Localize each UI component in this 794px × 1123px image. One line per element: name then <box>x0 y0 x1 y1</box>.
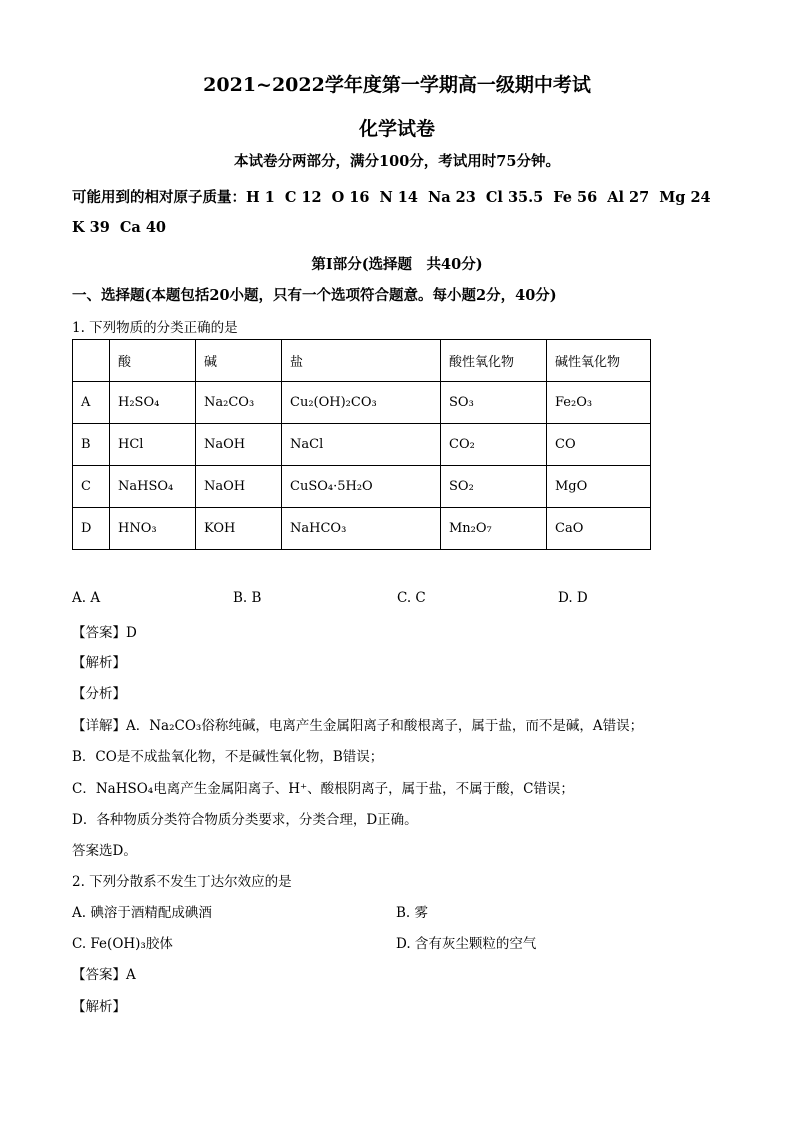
table-header-cell: 盐 <box>282 340 441 382</box>
table-header-cell: 碱性氧化物 <box>547 340 651 382</box>
mass-item: Cl 35.5 <box>485 189 544 206</box>
table-cell: A <box>73 382 110 424</box>
table-cell: CaO <box>547 508 651 550</box>
table-cell: C <box>73 466 110 508</box>
exam-info: 本试卷分两部分，满分100分，考试用时75分钟。 <box>234 153 560 170</box>
table-cell: CO₂ <box>441 424 547 466</box>
classification-table <box>72 339 651 550</box>
table-cell: CO <box>547 424 651 466</box>
table-cell: MgO <box>547 466 651 508</box>
table-cell: Na₂CO₃ <box>196 382 282 424</box>
section-heading: 一、选择题(本题包括20小题，只有一个选项符合题意。每小题2分，40分) <box>72 287 557 304</box>
mass-item: Ca 40 <box>119 219 167 236</box>
q2-option-b: B. 雾 <box>396 905 429 921</box>
mass-item: Al 27 <box>607 189 650 206</box>
q2-analysis-label: 【解析】 <box>72 999 126 1015</box>
q1-answer <box>72 621 137 641</box>
mass-item: N 14 <box>379 189 418 206</box>
q1-explanation-line: D．各种物质分类符合物质分类要求，分类合理，D正确。 <box>72 812 418 828</box>
q1-fenxi-label: 【分析】 <box>72 686 126 702</box>
q2-answer <box>72 963 136 983</box>
table-cell: B <box>73 424 110 466</box>
table-cell: NaHSO₄ <box>110 466 196 508</box>
q1-explanation-line: 答案选D。 <box>72 843 137 859</box>
table-header-cell <box>73 340 110 382</box>
q1-option-c: C. C <box>397 590 426 606</box>
mass-item: O 16 <box>331 189 370 206</box>
table-cell: NaOH <box>196 424 282 466</box>
table-row <box>73 466 651 508</box>
q2-option-a: A. 碘溶于酒精配成碘酒 <box>72 905 212 921</box>
part-heading: 第I部分(选择题 共40分) <box>311 256 483 273</box>
q1-explanation-line: C．NaHSO₄电离产生金属阳离子、H⁺、酸根阴离子，属于盐，不属于酸，C错误； <box>72 781 574 797</box>
table-cell: NaHCO₃ <box>282 508 441 550</box>
mass-item: H 1 <box>246 189 275 206</box>
table-cell: HNO₃ <box>110 508 196 550</box>
q1-stem: 1. 下列物质的分类正确的是 <box>72 320 238 336</box>
table-header-cell: 碱 <box>196 340 282 382</box>
table-cell: Cu₂(OH)₂CO₃ <box>282 382 441 424</box>
exam-title: 2021~2022学年度第一学期高一级期中考试 <box>203 74 591 96</box>
exam-subtitle: 化学试卷 <box>358 118 435 140</box>
table-cell: Fe₂O₃ <box>547 382 651 424</box>
table-row <box>73 382 651 424</box>
answer-value: D <box>126 625 137 641</box>
mass-item: Mg 24 <box>659 189 711 206</box>
q1-explanation-line: B．CO是不成盐氧化物，不是碱性氧化物，B错误； <box>72 749 384 765</box>
table-cell: D <box>73 508 110 550</box>
table-cell: SO₂ <box>441 466 547 508</box>
table-cell: H₂SO₄ <box>110 382 196 424</box>
answer-value: A <box>126 967 136 983</box>
table-cell: HCl <box>110 424 196 466</box>
atomic-masses-label: 可能用到的相对原子质量： <box>72 189 246 206</box>
q1-analysis-label: 【解析】 <box>72 655 126 671</box>
answer-label: 【答案】 <box>72 625 126 641</box>
atomic-masses <box>72 183 732 243</box>
mass-item: Na 23 <box>427 189 476 206</box>
q2-option-d: D. 含有灰尘颗粒的空气 <box>396 936 537 952</box>
table-header-cell: 酸性氧化物 <box>441 340 547 382</box>
mass-item: C 12 <box>284 189 322 206</box>
table-cell: NaOH <box>196 466 282 508</box>
q1-option-d: D. D <box>558 590 588 606</box>
table-cell: SO₃ <box>441 382 547 424</box>
answer-label: 【答案】 <box>72 967 126 983</box>
table-cell: NaCl <box>282 424 441 466</box>
q2-option-c: C. Fe(OH)₃胶体 <box>72 936 173 952</box>
table-cell: Mn₂O₇ <box>441 508 547 550</box>
table-row <box>73 424 651 466</box>
table-cell: KOH <box>196 508 282 550</box>
q1-explanation-line: 【详解】A．Na₂CO₃俗称纯碱，电离产生金属阳离子和酸根离子，属于盐，而不是碱，A错误； <box>72 718 644 734</box>
q2-stem: 2. 下列分散系不发生丁达尔效应的是 <box>72 874 292 890</box>
table-row <box>73 508 651 550</box>
table-header-cell: 酸 <box>110 340 196 382</box>
table-cell: CuSO₄·5H₂O <box>282 466 441 508</box>
q1-option-b: B. B <box>233 590 262 606</box>
mass-item: K 39 <box>72 219 110 236</box>
q1-option-a: A. A <box>72 590 101 606</box>
mass-item: Fe 56 <box>553 189 598 206</box>
table-header-row <box>73 340 651 382</box>
